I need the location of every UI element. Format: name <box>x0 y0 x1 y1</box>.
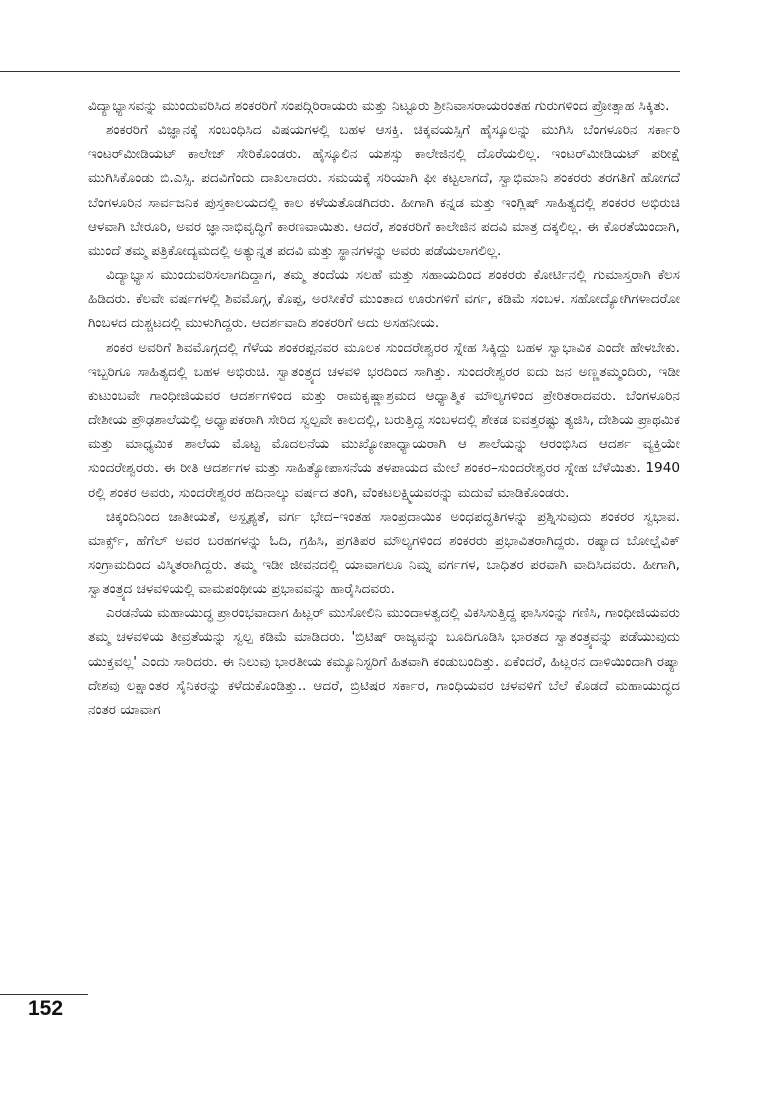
paragraph: ಶಂಕರ ಅವರಿಗೆ ಶಿವಮೊಗ್ಗದಲ್ಲಿ ಗೆಳೆಯ ಶಂಕರಪ್ಪನವರ ಮೂಲಕ ಸುಂದರೇಶ್ವರರ ಸ್ನೇಹ ಸಿಕ್ಕಿದ್ದು ಬಹಳ ಸ್ವಾಭಾವಿಕ ಎಂದೇ ಹೇಳಬೇಕು. ಇಬ್ಬರಿಗೂ ಸಾಹಿತ್ಯದಲ್ಲಿ ಬಹಳ ಅಭಿರುಚಿ. ಸ್ವಾತಂತ್ರ್ಯದ ಚಳವಳಿ ಭರದಿಂದ ಸಾಗಿತ್ತು. ಸುಂದರೇಶ್ವರರ ಐದು ಜನ ಅಣ್ಣತಮ್ಮಂದಿರು, ಇಡೀ ಕುಟುಂಬವೇ ಗಾಂಧೀಜಿಯವರ ಆದರ್ಶಗಳಿಂದ ಮತ್ತು ರಾಮಕೃಷ್ಣಾಶ್ರಮದ ಆಧ್ಯಾತ್ಮಿಕ ಮೌಲ್ಯಗಳಿಂದ ಪ್ರೇರಿತರಾದವರು. ಬೆಂಗಳೂರಿನ ದೇಶೀಯ ಪ್ರೌಢಶಾಲೆಯಲ್ಲಿ ಅಧ್ಯಾಪಕರಾಗಿ ಸೇರಿದ ಸ್ವಲ್ಪವೇ ಕಾಲದಲ್ಲಿ, ಬರುತ್ತಿದ್ದ ಸಂಬಳದಲ್ಲಿ ಶೇಕಡ ಐವತ್ತರಷ್ಟು ತ್ಯಜಿಸಿ, ದೇಶಿಯ ಪ್ರಾಥಮಿಕ ಮತ್ತು ಮಾಧ್ಯಮಿಕ ಶಾಲೆಯ ಮೊಟ್ಟ ಮೊದಲನೆಯ ಮುಖ್ಯೋಪಾಧ್ಯಾಯರಾಗಿ ಆ ಶಾಲೆಯನ್ನು ಆರಂಭಿಸಿದ ಆದರ್ಶ ವ್ಯಕ್ತಿಯೇ ಸುಂದರೇಶ್ವರರು. ಈ ರೀತಿ ಆದರ್ಶಗಳ ಮತ್ತು ಸಾಹಿತ್ಯೋಪಾಸನೆಯ ತಳಪಾಯದ ಮೇಲೆ ಶಂಕರ–ಸುಂದರೇಶ್ವರರ ಸ್ನೇಹ ಬೆಳೆಯಿತು. 1940 ರಲ್ಲಿ ಶಂಕರ ಅವರು, ಸುಂದರೇಶ್ವರರ ಹದಿನಾಲ್ಕು ವರ್ಷದ ತಂಗಿ, ವೆಂಕಟಲಕ್ಷ್ಮಿಯವರನ್ನು ಮದುವೆ ಮಾಡಿಕೊಂಡರು. <box>88 339 680 501</box>
paragraph: ಚಿಕ್ಕಂದಿನಿಂದ ಜಾತೀಯತೆ, ಅಸ್ಪೃಶ್ಯತೆ, ವರ್ಗ ಭೇದ–ಇಂತಹ ಸಾಂಪ್ರದಾಯಿಕ ಅಂಧಪದ್ಧತಿಗಳನ್ನು ಪ್ರಶ್ನಿಸುವುದು ಶಂಕರರ ಸ್ವಭಾವ. ಮಾರ್ಕ್ಸ್, ಹೆಗೆಲ್ ಅವರ ಬರಹಗಳನ್ನು ಓದಿ, ಗ್ರಹಿಸಿ, ಪ್ರಗತಿಪರ ಮೌಲ್ಯಗಳಿಂದ ಶಂಕರರು ಪ್ರಭಾವಿತರಾಗಿದ್ದರು. ರಷ್ಯಾದ ಬೋಲ್ಷೆವಿಕ್ ಸಂಗ್ರಾಮದಿಂದ ವಿಸ್ಮಿತರಾಗಿದ್ದರು. ತಮ್ಮ ಇಡೀ ಜೀವನದಲ್ಲಿ ಯಾವಾಗಲೂ ನಿಮ್ನ ವರ್ಗಗಳ, ಬಾಧಿತರ ಪರವಾಗಿ ವಾದಿಸಿದವರು. ಹೀಗಾಗಿ, ಸ್ವಾತಂತ್ರ್ಯದ ಚಳವಳಿಯಲ್ಲಿ ವಾಮಪಂಥೀಯ ಪ್ರಭಾವವನ್ನು ಹಾರೈಸಿದವರು. <box>88 508 680 598</box>
paragraph: ವಿದ್ಯಾಭ್ಯಾಸವನ್ನು ಮುಂದುವರಿಸಿದ ಶಂಕರರಿಗೆ ಸಂಪದ್ಗಿರಿರಾಯರು ಮತ್ತು ನಿಟ್ಟೂರು ಶ್ರೀನಿವಾಸರಾಯರಂತಹ ಗುರುಗಳಿಂದ ಪ್ರೋತ್ಸಾಹ ಸಿಕ್ಕಿತು. <box>88 98 670 114</box>
page-number: 152 <box>28 997 64 1020</box>
header-rule <box>0 71 680 72</box>
page-body <box>88 94 680 722</box>
paragraph: ವಿದ್ಯಾಭ್ಯಾಸ ಮುಂದುವರಿಸಲಾಗದಿದ್ದಾಗ, ತಮ್ಮ ತಂದೆಯ ಸಲಹೆ ಮತ್ತು ಸಹಾಯದಿಂದ ಶಂಕರರು ಕೋರ್ಟಿನಲ್ಲಿ ಗುಮಾಸ್ತರಾಗಿ ಕೆಲಸ ಹಿಡಿದರು. ಕೆಲವೇ ವರ್ಷಗಳಲ್ಲಿ ಶಿವಮೊಗ್ಗ, ಕೊಪ್ಪ, ಅರಸೀಕೆರೆ ಮುಂತಾದ ಊರುಗಳಿಗೆ ವರ್ಗ, ಕಡಿಮೆ ಸಂಬಳ. ಸಹೋದ್ಯೋಗಿಗಳಾದರೋ ಗಿಂಬಳದ ದುಶ್ಚಟದಲ್ಲಿ ಮುಳುಗಿದ್ದರು. ಆದರ್ಶವಾದಿ ಶಂಕರರಿಗೆ ಅದು ಅಸಹನೀಯ. <box>88 267 680 332</box>
paragraph: ಶಂಕರರಿಗೆ ವಿಜ್ಞಾನಕ್ಕೆ ಸಂಬಂಧಿಸಿದ ವಿಷಯಗಳಲ್ಲಿ ಬಹಳ ಆಸಕ್ತಿ. ಚಿಕ್ಕವಯಸ್ಸಿಗೆ ಹೈಸ್ಕೂಲನ್ನು ಮುಗಿಸಿ ಬೆಂಗಳೂರಿನ ಸರ್ಕಾರಿ ಇಂಟರ್‌ಮೀಡಿಯಟ್ ಕಾಲೇಜ್ ಸೇರಿಕೊಂಡರು. ಹೈಸ್ಕೂಲಿನ ಯಶಸ್ಸು ಕಾಲೇಜಿನಲ್ಲಿ ದೊರೆಯಲಿಲ್ಲ. ಇಂಟರ್‌ಮೀಡಿಯಟ್ ಪರೀಕ್ಷೆ ಮುಗಿಸಿಕೊಂಡು ಬಿ.ಎಸ್ಸಿ. ಪದವಿಗೆಂದು ದಾಖಲಾದರು. ಸಮಯಕ್ಕೆ ಸರಿಯಾಗಿ ಫೀ ಕಟ್ಟಲಾಗದೆ, ಸ್ವಾಭಿಮಾನಿ ಶಂಕರರು ತರಗತಿಗೆ ಹೋಗದೆ ಬೆಂಗಳೂರಿನ ಸಾರ್ವಜನಿಕ ಪುಸ್ತಕಾಲಯದಲ್ಲಿ ಕಾಲ ಕಳೆಯತೊಡಗಿದರು. ಹೀಗಾಗಿ ಕನ್ನಡ ಮತ್ತು ಇಂಗ್ಲಿಷ್ ಸಾಹಿತ್ಯದಲ್ಲಿ ಶಂಕರರ ಅಭಿರುಚಿ ಆಳವಾಗಿ ಬೇರೂರಿ, ಅವರ ಜ್ಞಾನಾಭಿವೃದ್ಧಿಗೆ ಕಾರಣವಾಯಿತು. ಆದರೆ, ಶಂಕರರಿಗೆ ಕಾಲೇಜಿನ ಪದವಿ ಮಾತ್ರ ದಕ್ಕಲಿಲ್ಲ. ಈ ಕೊರತೆಯಿಂದಾಗಿ, ಮುಂದೆ ತಮ್ಮ ಪತ್ರಿಕೋದ್ಯಮದಲ್ಲಿ ಅತ್ಯುನ್ನತ ಪದವಿ ಮತ್ತು ಸ್ಥಾನಗಳನ್ನು ಅವರು ಪಡೆಯಲಾಗಲಿಲ್ಲ. <box>88 122 680 259</box>
footer-rule <box>0 994 88 995</box>
paragraph: ಎರಡನೆಯ ಮಹಾಯುದ್ಧ ಪ್ರಾರಂಭವಾದಾಗ ಹಿಟ್ಲರ್ ಮುಸೋಲಿನಿ ಮುಂದಾಳತ್ವದಲ್ಲಿ ವಿಕಸಿಸುತ್ತಿದ್ದ ಫಾಸಿಸಂನ್ನು ಗಣಿಸಿ, ಗಾಂಧೀಜಿಯವರು ತಮ್ಮ ಚಳವಳಿಯ ತೀವ್ರತೆಯನ್ನು ಸ್ವಲ್ಪ ಕಡಿಮೆ ಮಾಡಿದರು. 'ಬ್ರಿಟಿಷ್ ರಾಜ್ಯವನ್ನು ಬೂದಿಗೂಡಿಸಿ ಭಾರತದ ಸ್ವಾತಂತ್ರ್ಯವನ್ನು ಪಡೆಯುವುದು ಯುಕ್ತವಲ್ಲ' ಎಂದು ಸಾರಿದರು. ಈ ನಿಲುವು ಭಾರತೀಯ ಕಮ್ಯೂನಿಸ್ಟರಿಗೆ ಹಿತವಾಗಿ ಕಂಡುಬಂದಿತ್ತು. ಏಕೆಂದರೆ, ಹಿಟ್ಲರನ ದಾಳಿಯಿಂದಾಗಿ ರಷ್ಯಾ ದೇಶವು ಲಕ್ಷಾಂತರ ಸೈನಿಕರನ್ನು ಕಳೆದುಕೊಂಡಿತ್ತು.. ಆದರೆ, ಬ್ರಿಟಿಷರ ಸರ್ಕಾರ, ಗಾಂಧಿಯವರ ಚಳವಳಿಗೆ ಬೆಲೆ ಕೊಡದೆ ಮಹಾಯುದ್ಧದ ನಂತರ ಯಾವಾಗ <box>88 605 680 718</box>
